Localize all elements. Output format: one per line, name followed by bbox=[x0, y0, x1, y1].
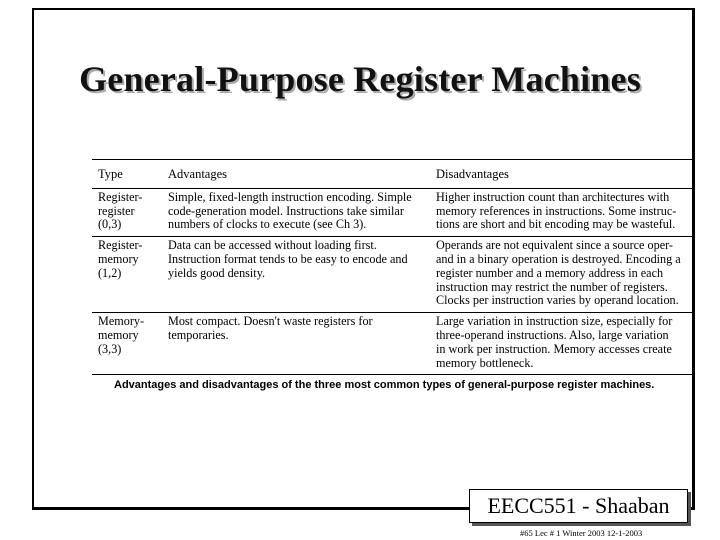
course-badge: EECC551 - Shaaban bbox=[469, 489, 688, 523]
comparison-table-figure bbox=[92, 159, 692, 374]
type-line: memory bbox=[98, 327, 139, 342]
table-caption: Advantages and disadvantages of the three most common types of general-purpose register machines. bbox=[114, 379, 655, 391]
type-cell bbox=[92, 188, 162, 236]
type-line: Register- bbox=[98, 238, 143, 253]
text-line: yields good density. bbox=[168, 265, 266, 280]
text-line: code-generation model. Instructions take similar bbox=[168, 203, 404, 218]
text-line: Large variation in instruction size, especially for bbox=[436, 314, 673, 329]
table-header-row bbox=[92, 160, 692, 189]
disadvantages-cell bbox=[430, 237, 692, 313]
text-line: temporaries. bbox=[168, 327, 229, 342]
type-line: register bbox=[98, 203, 135, 218]
text-line: three-operand instructions. Also, large variation bbox=[436, 327, 669, 342]
text-line: memory bottleneck. bbox=[436, 355, 534, 370]
comparison-table bbox=[92, 159, 692, 375]
text-line: Most compact. Doesn't waste registers for bbox=[168, 314, 373, 329]
text-line: Data can be accessed without loading first. bbox=[168, 238, 377, 253]
text-line: Simple, fixed-length instruction encoding. Simple bbox=[168, 189, 412, 204]
type-line: (1,2) bbox=[98, 265, 122, 280]
disadvantages-cell bbox=[430, 188, 692, 236]
type-line: (3,3) bbox=[98, 341, 122, 356]
table-row bbox=[92, 313, 692, 375]
type-line: (0,3) bbox=[98, 217, 122, 232]
text-line: instruction may restrict the number of registers. bbox=[436, 279, 668, 294]
disadvantages-cell bbox=[430, 313, 692, 375]
type-line: Register- bbox=[98, 189, 143, 204]
text-line: register number and a memory address in each bbox=[436, 265, 664, 280]
text-line: in work per instruction. Memory accesses create bbox=[436, 341, 672, 356]
text-line: Clocks per instruction varies by operand location. bbox=[436, 293, 679, 308]
slide-footer: #65 Lec # 1 Winter 2003 12-1-2003 bbox=[520, 528, 643, 538]
type-line: Memory- bbox=[98, 314, 145, 329]
table-row bbox=[92, 188, 692, 236]
type-cell bbox=[92, 313, 162, 375]
text-line: Operands are not equivalent since a source oper- bbox=[436, 238, 673, 253]
text-line: Higher instruction count than architectures with bbox=[436, 189, 670, 204]
header-advantages: Advantages bbox=[162, 160, 430, 189]
advantages-cell bbox=[162, 237, 430, 313]
type-cell bbox=[92, 237, 162, 313]
advantages-cell bbox=[162, 188, 430, 236]
text-line: and in a binary operation is destroyed. Encoding a bbox=[436, 251, 681, 266]
slide-title: General-Purpose Register Machines bbox=[79, 59, 641, 99]
text-line: Instruction format tends to be easy to encode and bbox=[168, 251, 408, 266]
header-type: Type bbox=[92, 160, 162, 189]
table-row bbox=[92, 237, 692, 313]
text-line: memory references in instructions. Some instruc- bbox=[436, 203, 677, 218]
text-line: numbers of clocks to execute (see Ch 3). bbox=[168, 217, 367, 232]
type-line: memory bbox=[98, 251, 139, 266]
text-line: tions are short and bit encoding may be wasteful. bbox=[436, 217, 676, 232]
header-disadvantages: Disadvantages bbox=[430, 160, 692, 189]
advantages-cell bbox=[162, 313, 430, 375]
